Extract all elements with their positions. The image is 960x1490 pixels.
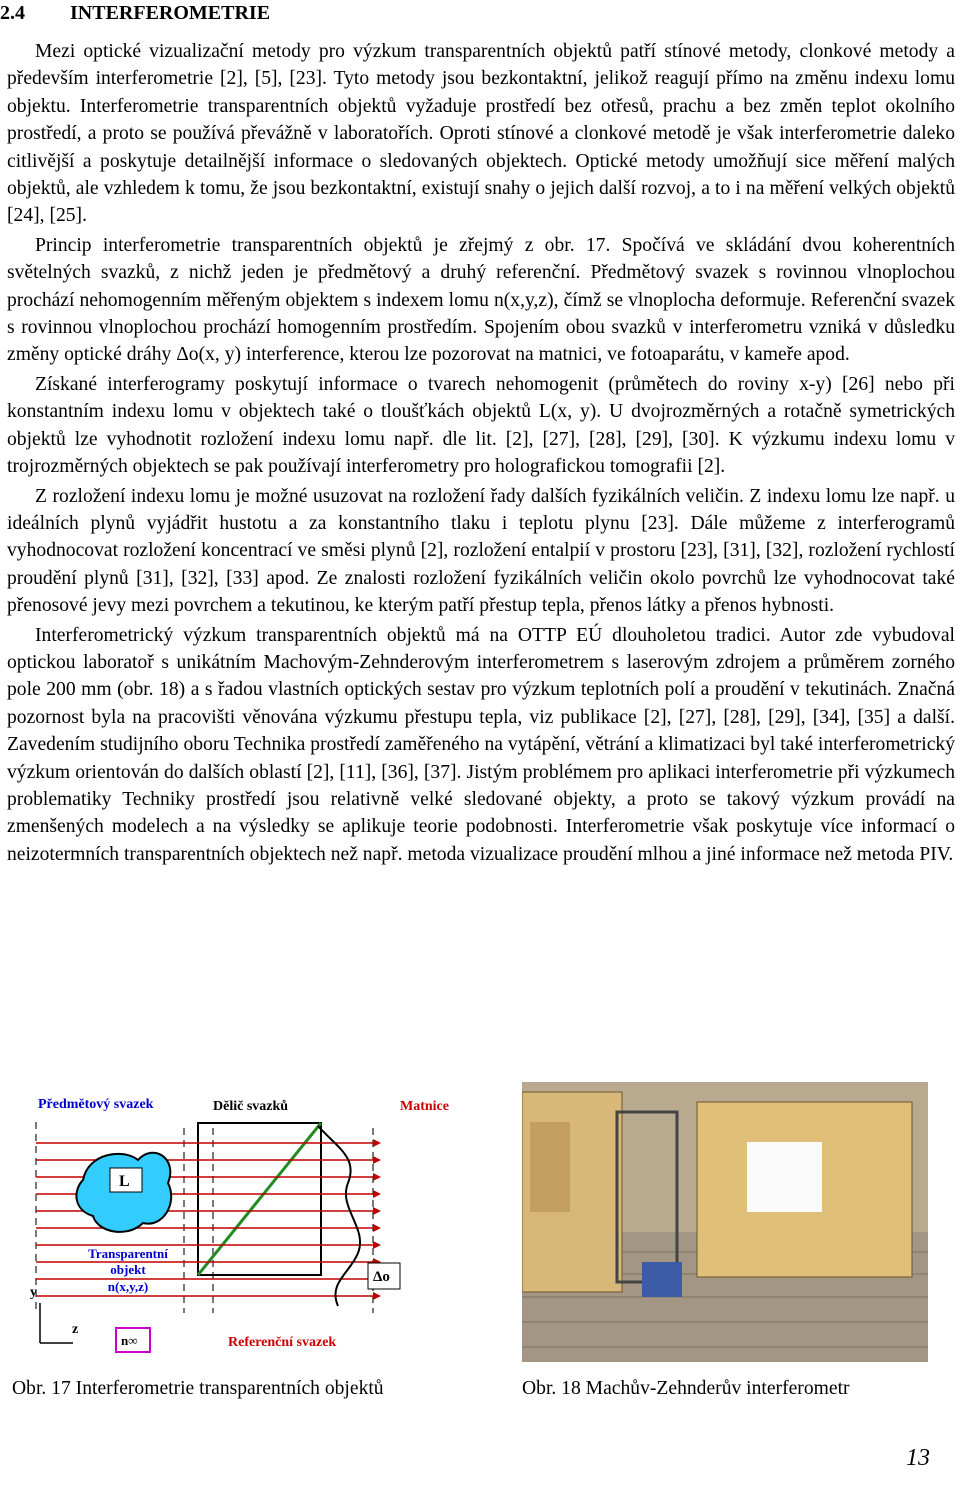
label-ref-beam: Referenční svazek [228,1335,337,1350]
label-screen: Matnice [400,1099,449,1114]
axis-y-label: y [30,1285,37,1300]
label-n-infinity: n∞ [121,1333,138,1348]
label-object-1: Transparentní [88,1246,168,1261]
label-object-3: n(x,y,z) [107,1279,149,1294]
label-splitter: Dělič svazků [213,1099,289,1114]
section-number: 2.4 [0,2,25,24]
caption-fig18: Obr. 18 Machův-Zehnderův interferometr [522,1378,850,1399]
splitter-diagonal [198,1123,321,1275]
label-object-2: objekt [110,1262,146,1277]
label-object-beam: Předmětový svazek [38,1097,154,1112]
axis-z-label: z [72,1322,79,1337]
body-text [7,38,955,870]
section-title: INTERFEROMETRIE [70,2,271,24]
paragraph: Získané interferogramy poskytují informace o tvarech nehomogenit (průmětech do roviny x-y) [26] nebo při konstantním indexu lomu v objektech také o tloušťkách objektů L(x, y). U dvojrozměrných a rotačně symetrických objektů lze vyhodnotit rozložení indexu lomu např. dle lit. [2], [27], [28], [29], [30]. K výzkumu indexu lomu v trojrozměrných objektech se pak používají interferometry pro holografickou tomografii [2]. [7,373,955,478]
section-heading [0,2,270,25]
figure-interferometry-diagram [28,1088,468,1358]
caption-fig17: Obr. 17 Interferometrie transparentních objektů [12,1378,384,1399]
paragraph: Princip interferometrie transparentních objektů je zřejmý z obr. 17. Spočívá ve skládání dvou koherentních světelných svazků, z nichž jeden je předmětový a druhý referenční. Předmětový svazek s rovinnou vlnoplochou prochází nehomogenním měřeným objektem s indexem lomu n(x,y,z), čímž se vlnoplocha deformuje. Referenční svazek s rovinnou vlnoplochou prochází homogenním prostředím. Spojením obou svazků v interferometru vzniká v důsledku změny optické dráhy Δo(x, y) interference, kterou lze pozorovat na matnici, ve fotoaparátu, v kameře apod. [7,234,955,366]
figure-interferometer-photo [522,1082,928,1362]
photo-screen [747,1142,822,1212]
page-number: 13 [906,1445,930,1471]
label-delta: Δo [373,1269,390,1285]
paragraph: Interferometrický výzkum transparentních objektů má na OTTP EÚ dlouholetou tradici. Autor zde vybudoval optickou laboratoř s unikátním Machovým-Zehnderovým interferometrem s laserovým zdrojem a průměrem zorného pole 200 mm (obr. 18) a s řadou vlastních optických sestav pro výzkum teplotních polí a proudění v tekutinách. Značná pozornost byla na pracovišti věnována výzkumu přestupu tepla, viz publikace [2], [27], [28], [29], [34], [35] a další. Zavedením studijního oboru Technika prostředí zaměřeného na vytápění, větrání a klimatizaci byl také interferometrický výzkum orientován do dalších oblastí [2], [11], [36], [37]. Jistým problémem pro aplikaci interferometrie při výzkumech problematiky Techniky prostředí jsou relativně velké sledované objekty, a proto se takový výzkum provádí na zmenšených modelech a na výsledky se aplikuje teorie podobnosti. Interferometrie však poskytuje více informací o neizotermních transparentních objektech než např. metoda vizualizace proudění mlhou a jiné informace než metoda PIV. [7,624,955,865]
paragraph: Mezi optické vizualizační metody pro výzkum transparentních objektů patří stínové metody, clonkové metody a především interferometrie [2], [5], [23]. Tyto metody jsou bezkontaktní, jelikož reagují přímo na změnu indexu lomu objektu. Interferometrie transparentních objektů vyžaduje prostředí bez otřesů, prachu a bez změn teplot okolního prostředí, a proto se používá převážně v laboratořích. Oproti stínové a clonkové metodě je však interferometrie daleko citlivější a poskytuje detailnější informace o sledovaných objektech. Optické metody umožňují sice měření malých objektů, ale vzhledem k tomu, že jsou bezkontaktní, existují snahy o jejich další rozvoj, a to i na měření velkých objektů [24], [25]. [7,41,955,227]
label-L: L [119,1173,130,1190]
paragraph: Z rozložení indexu lomu je možné usuzovat na rozložení řady dalších fyzikálních veličin. Z indexu lomu lze např. u ideálních plynů vyjádřit hustotu a za konstantního tlaku i teplotu plynu [23]. Dále můžeme z interferogramů vyhodnocovat rozložení koncentrací ve směsi plynů [2], rozložení entalpií v prostoru [23], [31], [32], rozložení rychlostí proudění plynů [31], [32], [33] apod. Ze znalosti rozložení fyzikálních veličin okolo povrchů lze vyhodnocovat také přenosové jevy mezi povrchem a tekutinou, ke kterým patří přestup tepla, přenos látky a přenos hybnosti. [7,485,955,617]
